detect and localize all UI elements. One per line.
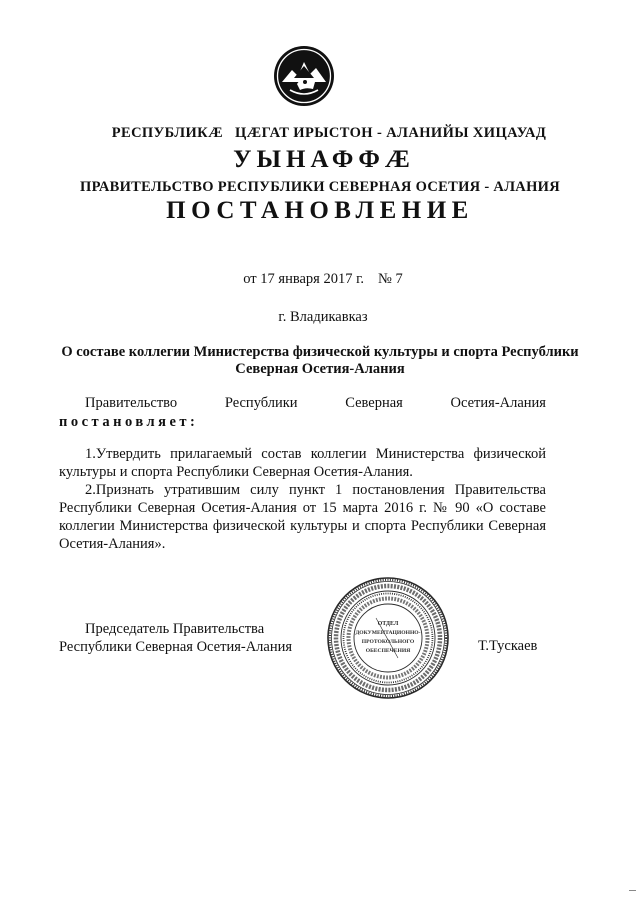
preamble-word: Северная (345, 395, 403, 411)
document-body (59, 445, 546, 553)
preamble-word: Правительство (85, 395, 178, 411)
preamble-word: Осетия-Алания (450, 395, 546, 411)
coat-of-arms-icon (272, 44, 336, 108)
paragraph-2: 2.Признать утратившим силу пункт 1 постановления Правительства Республики Северная Осетия-Алания от 15 марта 2016 г. № 90 «О составе коллегии Министерства физической культуры и спорта Республики Северная Осетия-Алания». (59, 482, 546, 552)
margin-mark (629, 890, 636, 891)
seal-text-line: ПРОТОКОЛЬНОГО (361, 639, 415, 645)
document-date: от 17 января 2017 г. (243, 271, 365, 287)
signatory-name: Т.Тускаев (478, 638, 538, 654)
seal-text-line: ОТДЕЛ (377, 621, 399, 627)
paragraph-1: 1.Утвердить прилагаемый состав коллегии Министерства физической культуры и спорта Республики Северная Осетия-Алания. (59, 446, 546, 480)
resolution-title-russian: ПОСТАНОВЛЕНИЕ (166, 197, 474, 224)
seal-text-line: ДОКУМЕНТАЦИОННО- (355, 630, 421, 636)
official-seal (326, 576, 450, 700)
header-republic-ossetian (0, 125, 640, 142)
header-republic-rest: ЦÆГАТ ИРЫСТОН - АЛАНИЙЫ ХИЦАУАД (234, 125, 547, 141)
preamble-line (59, 394, 546, 413)
header-republic-word: РЕСПУБЛИКÆ (111, 125, 223, 141)
decrees-word: постановляет: (59, 414, 199, 430)
resolution-title-ossetian: УЫНАФФÆ (233, 146, 415, 173)
preamble (59, 394, 546, 432)
header-government-russian: ПРАВИТЕЛЬСТВО РЕСПУБЛИКИ СЕВЕРНАЯ ОСЕТИЯ - АЛАНИЯ (79, 179, 560, 195)
preamble-word: Республики (224, 395, 298, 411)
signatory-position-line2: Республики Северная Осетия-Алания (59, 639, 293, 655)
document-city: г. Владикавказ (278, 309, 368, 325)
document-title: О составе коллегии Министерства физической культуры и спорта Республики Северная Осетия-Алания (61, 344, 579, 377)
signatory-position (59, 620, 319, 656)
date-number-line (0, 271, 640, 288)
seal-text-line: ОБЕСПЕЧЕНИЯ (365, 648, 411, 654)
document-number: № 7 (378, 271, 403, 287)
signatory-position-line1: Председатель Правительства (85, 621, 265, 637)
